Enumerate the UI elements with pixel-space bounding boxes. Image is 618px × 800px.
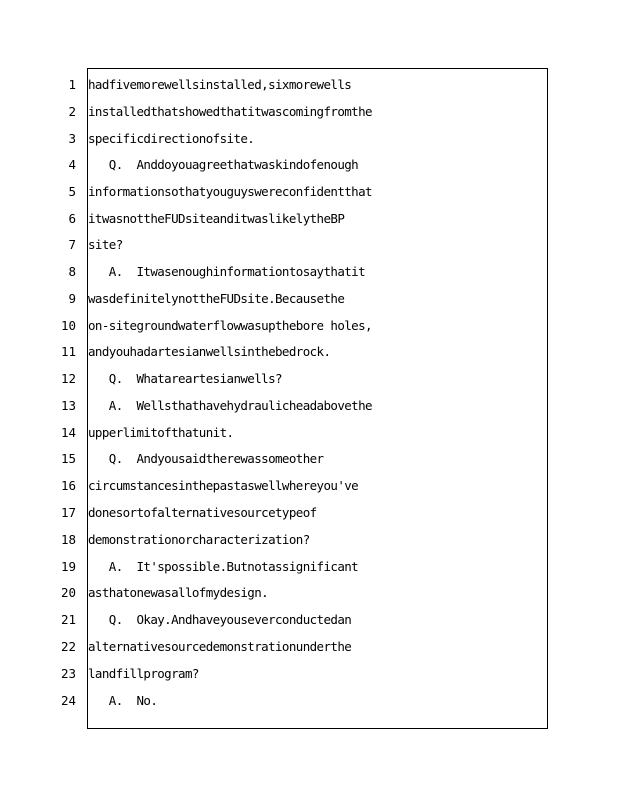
line-text: landfillprogram?	[88, 666, 199, 681]
transcript-line	[0, 583, 618, 603]
line-text: demonstrationorcharacterization?	[88, 532, 310, 547]
transcript-line	[0, 75, 618, 95]
line-text: alternativesourcedemonstrationunderthe	[88, 639, 352, 654]
transcript-line	[0, 209, 618, 229]
line-number: 13	[60, 398, 76, 413]
line-text: A. Itwasenoughinformationtosaythatit	[88, 264, 366, 279]
line-text: specificdirectionofsite.	[88, 131, 255, 146]
line-text: site?	[88, 237, 123, 252]
transcript-line	[0, 262, 618, 282]
line-text: asthatonewasallofmydesign.	[88, 585, 269, 600]
line-number: 3	[68, 131, 76, 146]
line-number: 12	[60, 371, 76, 386]
transcript-line	[0, 557, 618, 577]
transcript-line	[0, 691, 618, 711]
line-number: 4	[68, 157, 76, 172]
transcript-line	[0, 235, 618, 255]
line-number: 21	[60, 612, 76, 627]
line-text: on-sitegroundwaterflowwasupthebore holes,	[88, 318, 372, 333]
line-text: circumstancesinthepastaswellwhereyou've	[88, 478, 359, 493]
transcript-line	[0, 369, 618, 389]
line-text: informationsothatyouguyswereconfidentthat	[88, 184, 372, 199]
line-number: 15	[60, 451, 76, 466]
line-number: 23	[60, 666, 76, 681]
line-text: A. No.	[88, 693, 158, 708]
transcript-line	[0, 182, 618, 202]
line-number: 7	[68, 237, 76, 252]
transcript-line	[0, 102, 618, 122]
transcript-line	[0, 129, 618, 149]
transcript-line	[0, 503, 618, 523]
line-text: upperlimitofthatunit.	[88, 425, 234, 440]
line-number: 9	[68, 291, 76, 306]
line-text: installedthatshowedthatitwascomingfromthe	[88, 104, 372, 119]
line-text: Q. Whatareartesianwells?	[88, 371, 282, 386]
line-text: andyouhadartesianwellsinthebedrock.	[88, 344, 331, 359]
line-number: 6	[68, 211, 76, 226]
line-text: Q. Andyousaidtherewassomeother	[88, 451, 324, 466]
line-number: 16	[60, 478, 76, 493]
line-number: 18	[60, 532, 76, 547]
line-number: 14	[60, 425, 76, 440]
line-number: 19	[60, 559, 76, 574]
transcript-line	[0, 610, 618, 630]
line-text: wasdefinitelynottheFUDsite.Becausethe	[88, 291, 345, 306]
line-number: 24	[60, 693, 76, 708]
line-number: 17	[60, 505, 76, 520]
line-text: Q. Anddoyouagreethatwaskindofenough	[88, 157, 359, 172]
line-text: hadfivemorewellsinstalled,sixmorewells	[88, 77, 352, 92]
transcript-line	[0, 637, 618, 657]
transcript-line	[0, 396, 618, 416]
line-number: 8	[68, 264, 76, 279]
line-text: itwasnottheFUDsiteanditwaslikelytheBP	[88, 211, 345, 226]
line-text: donesortofalternativesourcetypeof	[88, 505, 317, 520]
transcript-line	[0, 316, 618, 336]
line-text: A. Wellsthathavehydraulicheadabovethe	[88, 398, 372, 413]
line-number: 1	[68, 77, 76, 92]
transcript-line	[0, 289, 618, 309]
line-number: 10	[60, 318, 76, 333]
line-number: 22	[60, 639, 76, 654]
transcript-line	[0, 342, 618, 362]
transcript-line	[0, 423, 618, 443]
line-number: 2	[68, 104, 76, 119]
line-number: 11	[60, 344, 76, 359]
transcript-line	[0, 155, 618, 175]
transcript-line	[0, 530, 618, 550]
line-number: 20	[60, 585, 76, 600]
transcript-line	[0, 664, 618, 684]
transcript-line	[0, 476, 618, 496]
line-number: 5	[68, 184, 76, 199]
transcript-line	[0, 449, 618, 469]
line-text: A. It'spossible.Butnotassignificant	[88, 559, 359, 574]
line-text: Q. Okay.Andhaveyouseverconductedan	[88, 612, 352, 627]
